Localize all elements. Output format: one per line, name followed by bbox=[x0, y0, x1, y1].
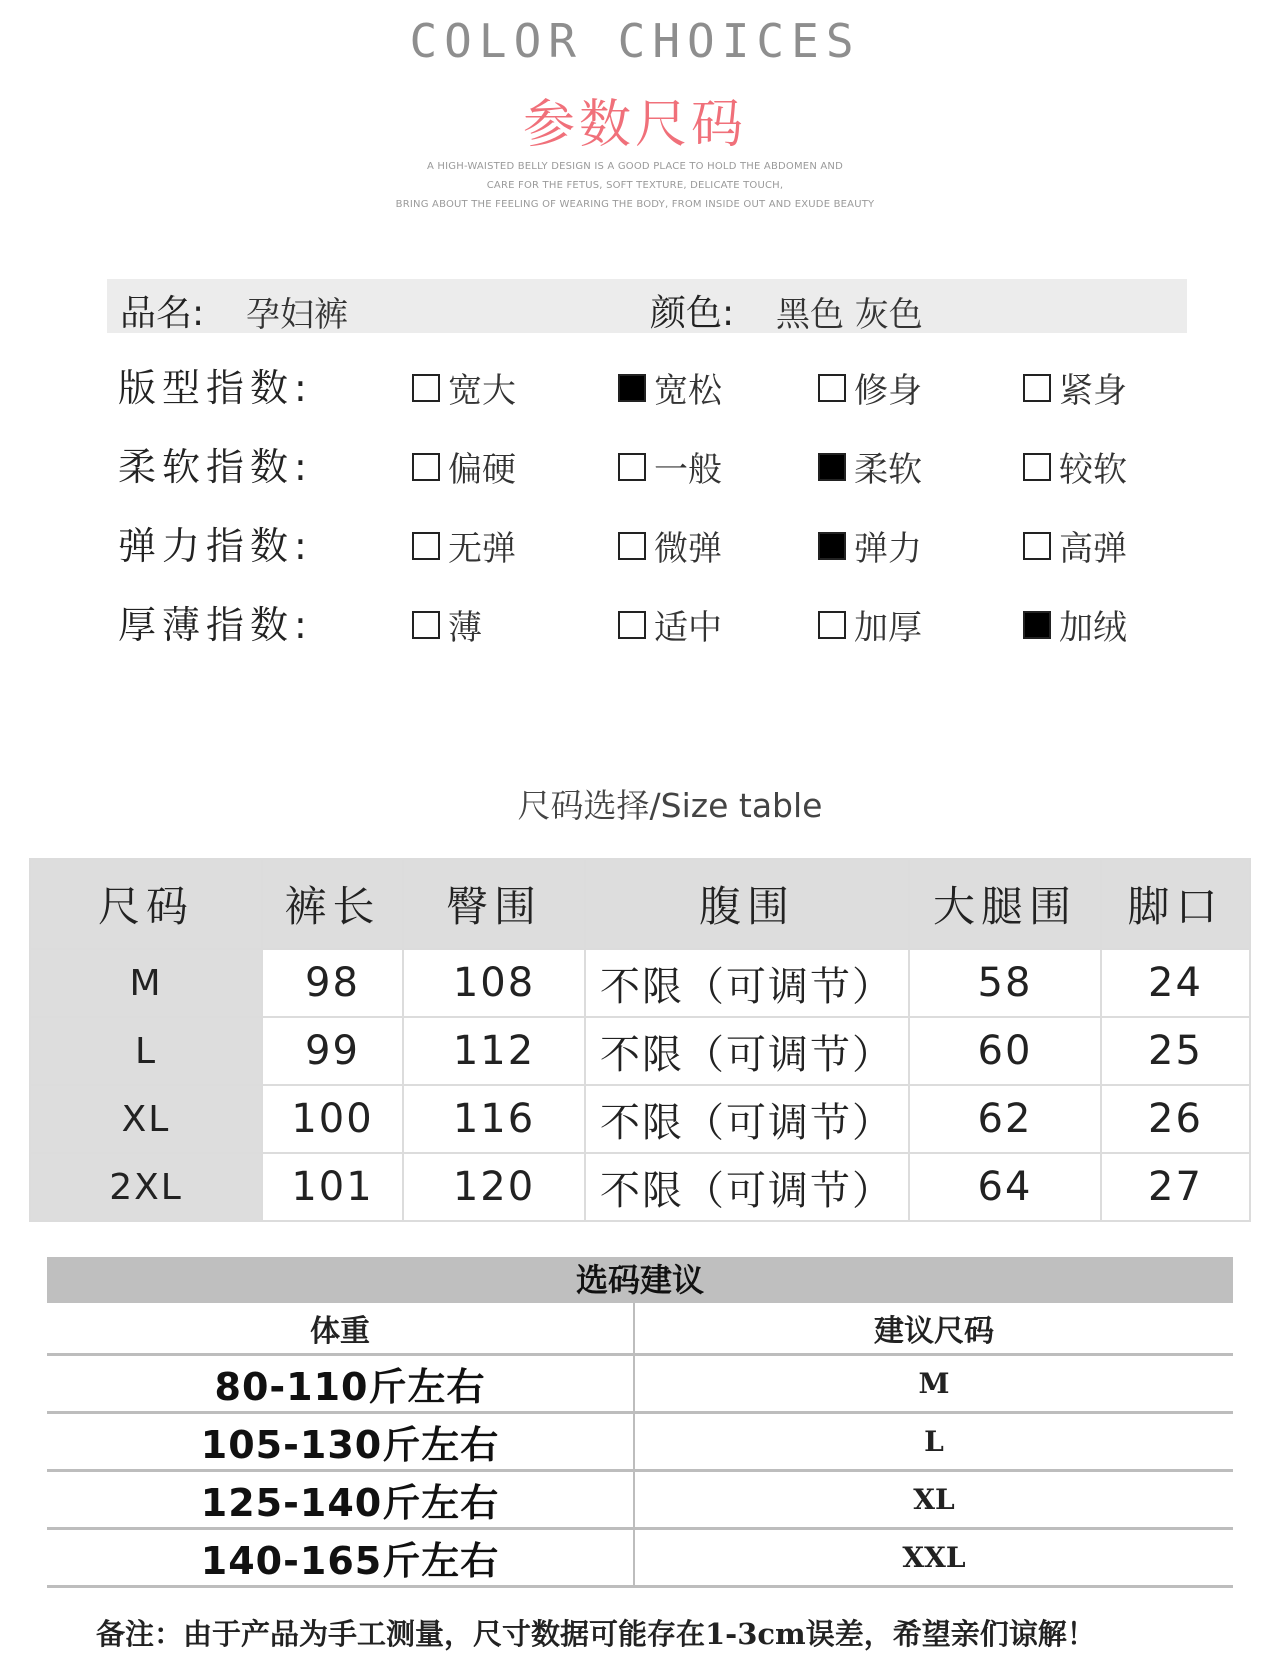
suggested-size-cell: L bbox=[634, 1413, 1233, 1471]
col-header-weight: 体重 bbox=[47, 1303, 634, 1355]
checkbox-empty-icon bbox=[618, 611, 646, 639]
table-cell: 112 bbox=[403, 1017, 585, 1085]
weight-cell: 140-165斤左右 bbox=[47, 1529, 634, 1587]
col-header-waist: 腹围 bbox=[585, 859, 909, 949]
index-option bbox=[412, 363, 516, 412]
index-label: 柔软指数: bbox=[118, 445, 313, 489]
table-cell: 不限（可调节） bbox=[585, 1085, 909, 1153]
index-option-label: 适中 bbox=[654, 608, 722, 648]
index-option-label: 宽大 bbox=[448, 371, 516, 411]
checkbox-empty-icon bbox=[1023, 453, 1051, 481]
col-header-thigh: 大腿围 bbox=[909, 859, 1101, 949]
table-cell: 25 bbox=[1101, 1017, 1250, 1085]
index-option-label: 一般 bbox=[654, 450, 722, 490]
index-label: 厚薄指数: bbox=[118, 603, 313, 647]
table-cell: 98 bbox=[262, 949, 403, 1017]
checkbox-empty-icon bbox=[412, 611, 440, 639]
table-cell: 62 bbox=[909, 1085, 1101, 1153]
checkbox-empty-icon bbox=[818, 374, 846, 402]
col-header-size: 尺码 bbox=[30, 859, 262, 949]
tagline-line-2: CARE FOR THE FETUS, SOFT TEXTURE, DELICATE TOUCH, bbox=[486, 180, 784, 191]
index-option bbox=[618, 363, 722, 412]
checkbox-checked-icon bbox=[818, 532, 846, 560]
checkbox-checked-icon bbox=[618, 374, 646, 402]
weight-cell: 105-130斤左右 bbox=[47, 1413, 634, 1471]
product-name-value: 孕妇裤 bbox=[246, 295, 348, 335]
index-option bbox=[412, 600, 482, 649]
index-option bbox=[818, 521, 922, 570]
suggested-size-cell: XL bbox=[634, 1471, 1233, 1529]
checkbox-checked-icon bbox=[1023, 611, 1051, 639]
checkbox-empty-icon bbox=[412, 532, 440, 560]
suggested-size-cell: XXL bbox=[634, 1529, 1233, 1587]
checkbox-empty-icon bbox=[412, 374, 440, 402]
checkbox-empty-icon bbox=[618, 453, 646, 481]
index-option-label: 弹力 bbox=[854, 529, 922, 569]
table-cell: 101 bbox=[262, 1153, 403, 1221]
weight-cell: 125-140斤左右 bbox=[47, 1471, 634, 1529]
table-cell: XL bbox=[30, 1085, 262, 1153]
table-cell: 2XL bbox=[30, 1153, 262, 1221]
table-cell: 26 bbox=[1101, 1085, 1250, 1153]
table-cell: 64 bbox=[909, 1153, 1101, 1221]
index-option-label: 加绒 bbox=[1059, 608, 1127, 648]
index-option-label: 柔软 bbox=[854, 450, 922, 490]
index-option bbox=[1023, 442, 1127, 491]
note-text: 备注：由于产品为手工测量，尺寸数据可能存在1-3cm误差，希望亲们谅解！ bbox=[96, 1617, 1096, 1651]
col-header-hem: 脚口 bbox=[1101, 859, 1250, 949]
table-cell: L bbox=[30, 1017, 262, 1085]
index-option-label: 较软 bbox=[1059, 450, 1127, 490]
table-row bbox=[30, 1017, 1250, 1085]
table-cell: 不限（可调节） bbox=[585, 1017, 909, 1085]
table-cell: 27 bbox=[1101, 1153, 1250, 1221]
index-option bbox=[1023, 521, 1127, 570]
table-cell: 58 bbox=[909, 949, 1101, 1017]
index-option bbox=[818, 442, 922, 491]
col-header-suggested-size: 建议尺码 bbox=[874, 1314, 994, 1349]
index-option-label: 紧身 bbox=[1059, 371, 1127, 411]
index-option bbox=[412, 442, 516, 491]
index-option bbox=[818, 600, 922, 649]
index-option-label: 加厚 bbox=[854, 608, 922, 648]
index-option bbox=[618, 600, 722, 649]
suggestion-table bbox=[47, 1303, 1233, 1588]
col-header-length: 裤长 bbox=[262, 859, 403, 949]
table-cell: 99 bbox=[262, 1017, 403, 1085]
table-row bbox=[30, 1085, 1250, 1153]
suggested-size-cell: M bbox=[634, 1355, 1233, 1413]
index-label: 版型指数: bbox=[118, 366, 313, 410]
weight-cell: 80-110斤左右 bbox=[47, 1355, 634, 1413]
checkbox-empty-icon bbox=[818, 611, 846, 639]
index-option-label: 修身 bbox=[854, 371, 922, 411]
product-name-label: 品名: bbox=[120, 293, 205, 334]
checkbox-empty-icon bbox=[1023, 374, 1051, 402]
index-option bbox=[818, 363, 922, 412]
table-row bbox=[30, 1153, 1250, 1221]
index-option bbox=[1023, 363, 1127, 412]
table-cell: 100 bbox=[262, 1085, 403, 1153]
size-table-heading: 尺码选择/Size table bbox=[517, 786, 823, 825]
checkbox-checked-icon bbox=[818, 453, 846, 481]
title-en: COLOR CHOICES bbox=[409, 14, 861, 68]
index-option-label: 偏硬 bbox=[448, 450, 516, 490]
index-option bbox=[1023, 600, 1127, 649]
suggestion-title: 选码建议 bbox=[47, 1257, 1233, 1303]
tagline-line-1: A HIGH-WAISTED BELLY DESIGN IS A GOOD PLACE TO HOLD THE ABDOMEN AND bbox=[426, 161, 843, 172]
index-option-label: 高弹 bbox=[1059, 529, 1127, 569]
index-label: 弹力指数: bbox=[118, 524, 313, 568]
tagline-line-3: BRING ABOUT THE FEELING OF WEARING THE BODY, FROM INSIDE OUT AND EXUDE BEAUTY bbox=[395, 199, 875, 210]
index-option-label: 微弹 bbox=[654, 529, 722, 569]
index-option bbox=[618, 442, 722, 491]
table-cell: 108 bbox=[403, 949, 585, 1017]
table-cell: 不限（可调节） bbox=[585, 1153, 909, 1221]
table-row bbox=[47, 1413, 1233, 1471]
table-cell: 116 bbox=[403, 1085, 585, 1153]
title-cn: 参数尺码 bbox=[522, 95, 747, 155]
table-row bbox=[47, 1529, 1233, 1587]
table-cell: 不限（可调节） bbox=[585, 949, 909, 1017]
table-row bbox=[47, 1471, 1233, 1529]
index-option-label: 薄 bbox=[448, 608, 482, 648]
size-table bbox=[29, 858, 1251, 1222]
col-header-hip: 臀围 bbox=[403, 859, 585, 949]
index-option-label: 宽松 bbox=[654, 371, 722, 411]
table-cell: 60 bbox=[909, 1017, 1101, 1085]
index-option bbox=[618, 521, 722, 570]
checkbox-empty-icon bbox=[618, 532, 646, 560]
table-row bbox=[30, 949, 1250, 1017]
index-option-label: 无弹 bbox=[448, 529, 516, 569]
checkbox-empty-icon bbox=[1023, 532, 1051, 560]
size-table-header-row bbox=[30, 859, 1250, 949]
table-cell: M bbox=[30, 949, 262, 1017]
product-color-label: 颜色: bbox=[650, 293, 735, 334]
table-cell: 120 bbox=[403, 1153, 585, 1221]
index-option bbox=[412, 521, 516, 570]
product-color-value: 黑色 灰色 bbox=[776, 295, 923, 335]
suggestion-header-row bbox=[47, 1303, 1233, 1355]
table-row bbox=[47, 1355, 1233, 1413]
table-cell: 24 bbox=[1101, 949, 1250, 1017]
checkbox-empty-icon bbox=[412, 453, 440, 481]
